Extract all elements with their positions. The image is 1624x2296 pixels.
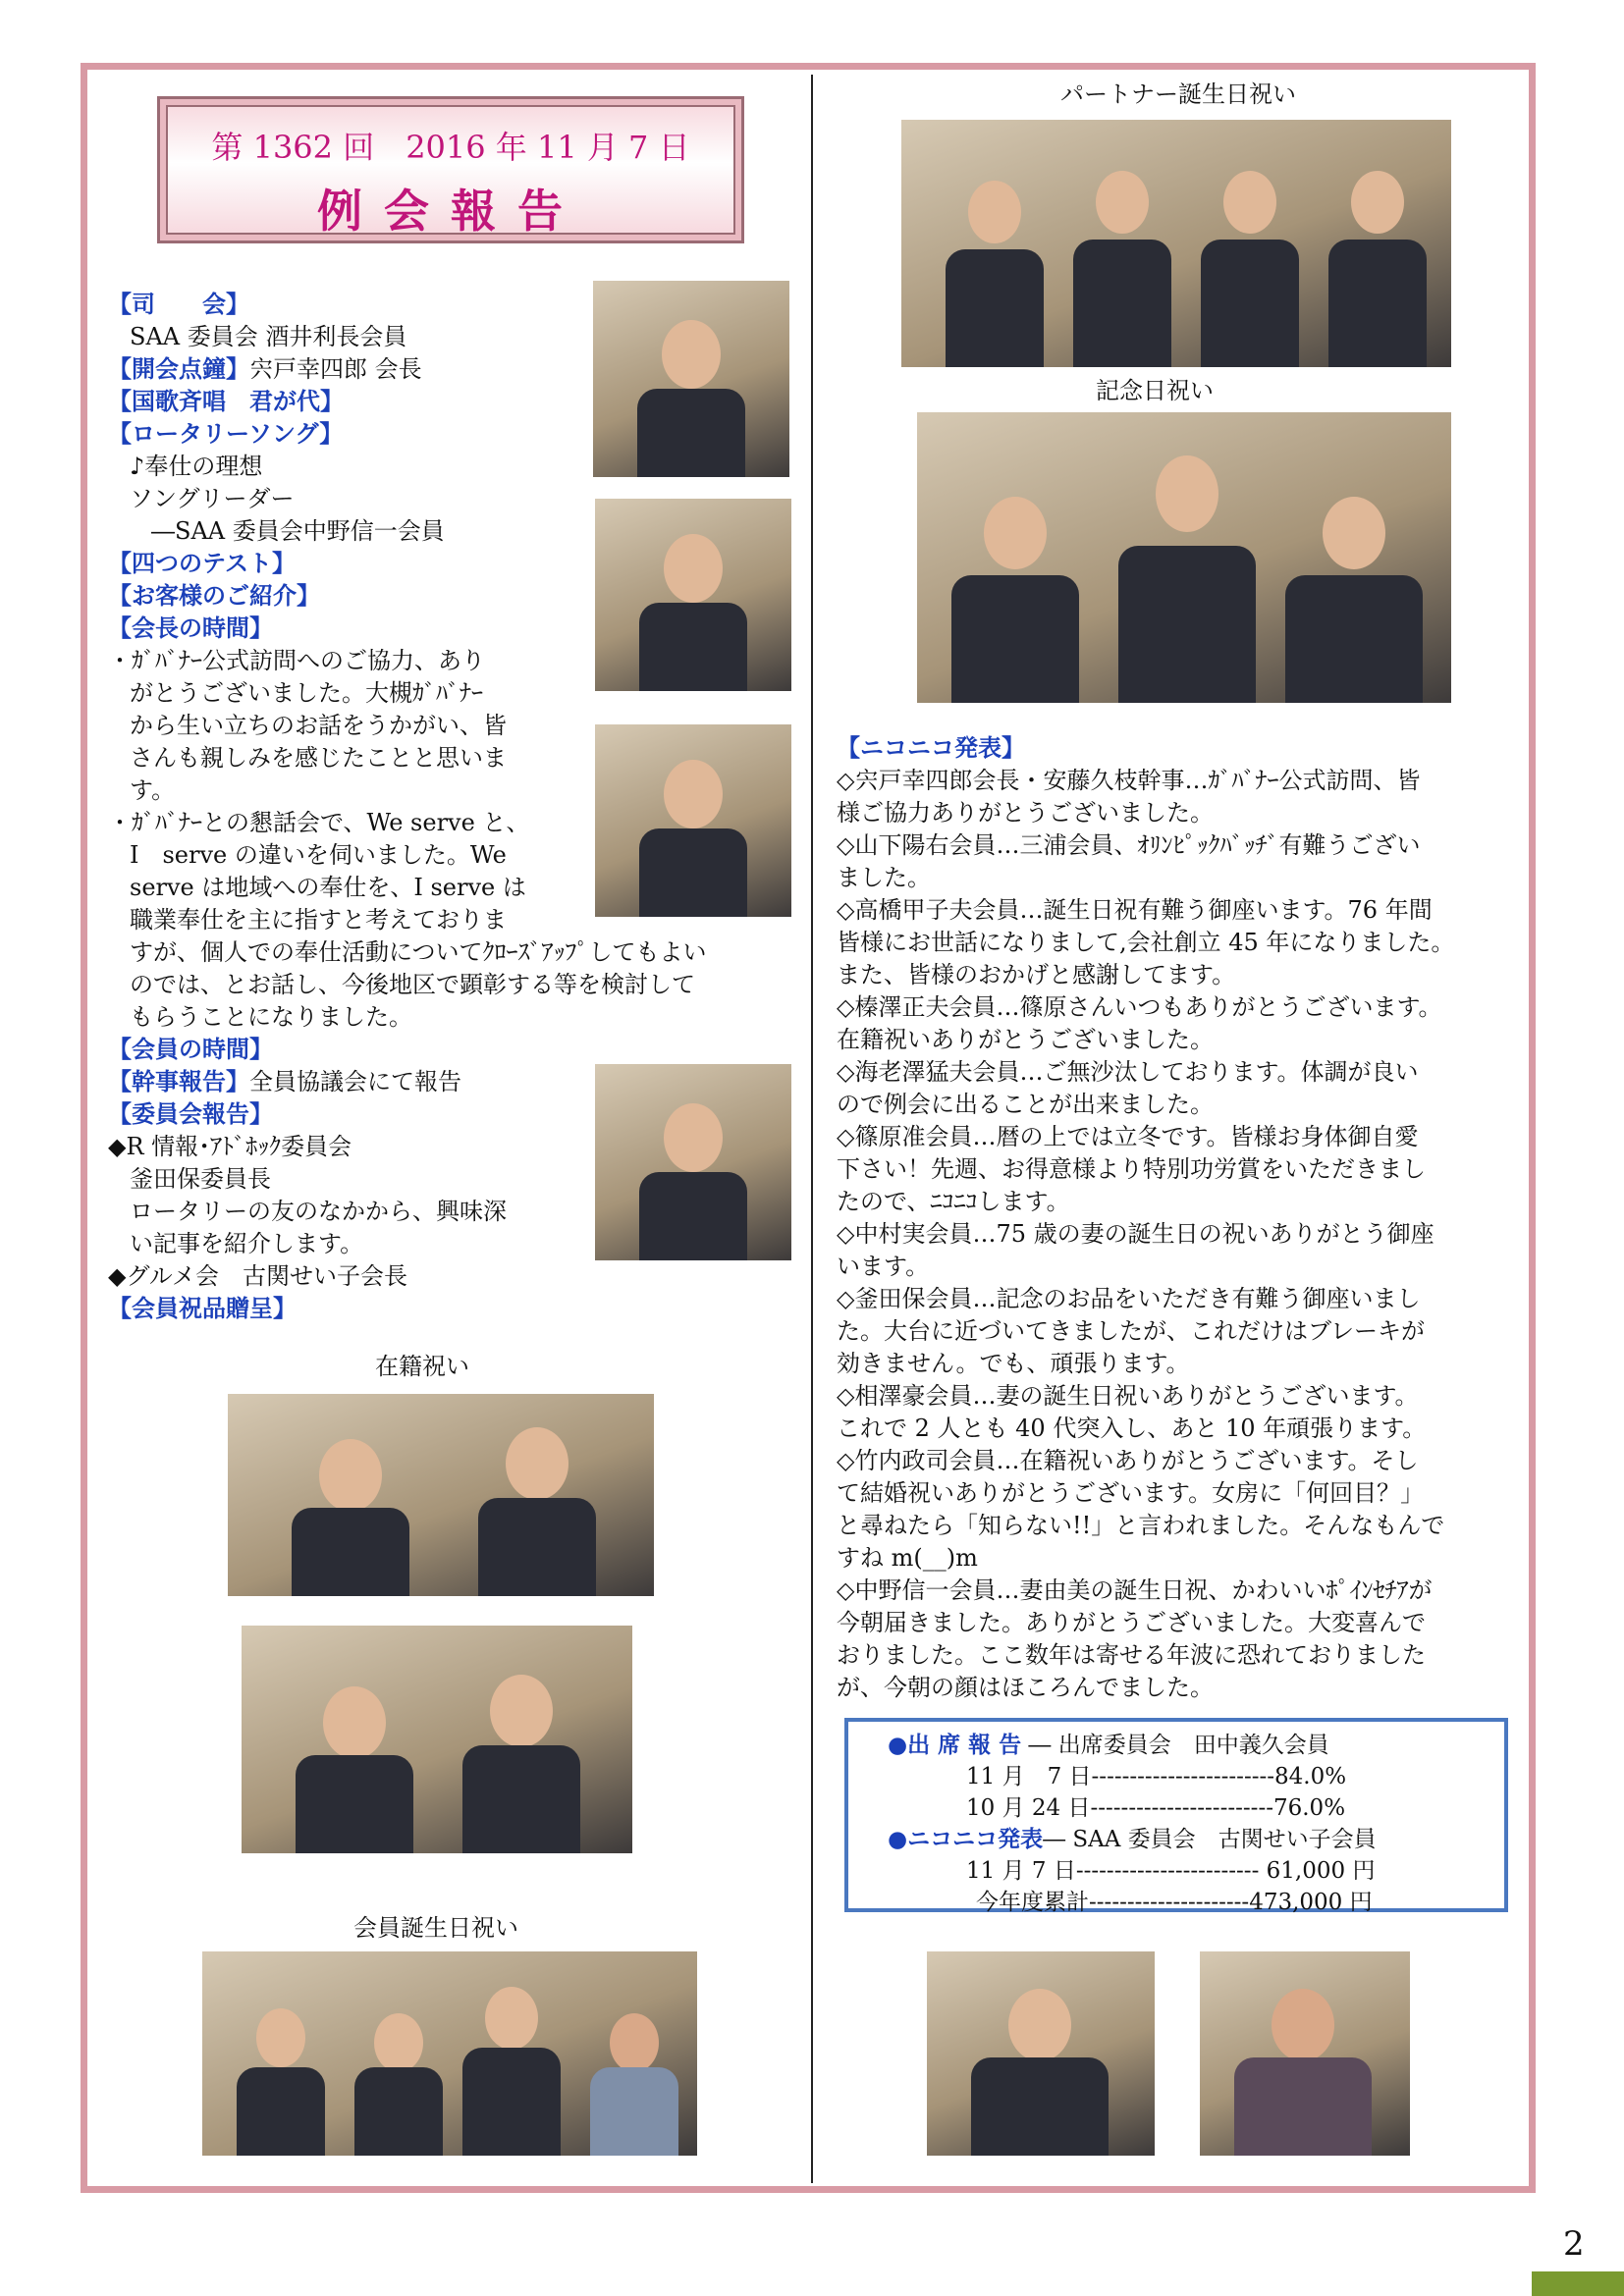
text-line: 今朝届きました。ありがとうございました。大変喜んで — [837, 1609, 1426, 1636]
photo-speaker-woman — [1200, 1951, 1410, 2156]
text-span: 全員協議会にて報告 — [249, 1068, 461, 1095]
corner-decoration — [1532, 2271, 1624, 2296]
niconico-label: ●ニコニコ発表 — [888, 1827, 1044, 1852]
text-line: ◇篠原准会員…暦の上では立冬です。皆様お身体御自愛 — [837, 1123, 1419, 1150]
attendance-header — [888, 1730, 1504, 1761]
text-line: ので例会に出ることが出来ました。 — [837, 1091, 1214, 1118]
text-line: ◇中野信一会員…妻由美の誕生日祝、かわいいﾎﾟｲﾝｾﾁｱが — [837, 1576, 1433, 1604]
text-line: さんも親しみを感じたことと思いま — [130, 744, 507, 772]
text-line: から生い立ちのお話をうかがい、皆 — [130, 712, 507, 739]
text-line: たので、ﾆｺﾆｺします。 — [837, 1188, 1070, 1215]
text-line: すね m(__)m — [837, 1544, 978, 1572]
caption-zaiseki: 在籍祝い — [375, 1353, 469, 1380]
meeting-date-title: 第 1362 回 2016 年 11 月 7 日 — [211, 129, 690, 166]
text-line: serve は地域への奉仕を、I serve は — [130, 874, 526, 901]
text-line: います。 — [837, 1253, 930, 1280]
caption-member-birthday: 会員誕生日祝い — [353, 1914, 518, 1942]
niconico-line: 今年度累計---------------------473,000 円 — [976, 1890, 1373, 1915]
text-line: ◇山下陽右会員…三浦会員、ｵﾘﾝﾋﾟｯｸﾊﾞｯﾁﾞ有難うござい — [837, 831, 1421, 859]
heading-gift-presentation: 【会員祝品贈呈】 — [108, 1295, 297, 1322]
text-line: ♪奉仕の理想 — [130, 453, 263, 480]
text-line: い記事を紹介します。 — [130, 1230, 364, 1257]
text-line: がとうございました。大槻ｶﾞﾊﾞﾅｰ — [130, 679, 483, 707]
text-line: 下さい！先週、お得意様より特別功労賞をいただきまし — [837, 1155, 1426, 1183]
text-line: 職業奉仕を主に指すと考えておりま — [130, 906, 507, 934]
photo-partner-birthday — [901, 120, 1451, 367]
heading-bell: 【開会点鐘】 — [108, 355, 249, 383]
heading-secretary-report: 【幹事報告】 — [108, 1068, 249, 1095]
text-line: ました。 — [837, 864, 931, 891]
text-line: ◆R 情報･ｱﾄﾞﾎｯｸ委員会 — [108, 1133, 352, 1160]
text-line: I serve の違いを伺いました。We — [130, 841, 507, 869]
text-line: ・ｶﾞﾊﾞﾅｰとの懇話会で、We serve と、 — [108, 809, 530, 836]
photo-zaiseki-2 — [242, 1626, 632, 1853]
text-line: す。 — [130, 776, 176, 804]
text-line: のでは、とお話し、今後地区で顕彰する等を検討して — [130, 971, 695, 998]
text-line: 在籍祝いありがとうございました。 — [837, 1026, 1214, 1053]
photo-zaiseki-1 — [228, 1394, 654, 1596]
heading-anthem: 【国歌斉唱 君が代】 — [108, 388, 344, 415]
photo-member-birthday — [202, 1951, 697, 2156]
heading-guests: 【お客様のご紹介】 — [108, 582, 320, 610]
niconico-header — [888, 1824, 1504, 1855]
text-line: 効きません。でも、頑張ります。 — [837, 1350, 1190, 1377]
text-line: おりました。ここ数年は寄せる年波に恐れておりました — [837, 1641, 1426, 1669]
text-line: ◇榛澤正夫会員…篠原さんいつもありがとうございます。 — [837, 993, 1442, 1021]
photo-anniversary — [917, 412, 1451, 703]
attendance-line: 10 月 24 日------------------------76.0% — [966, 1795, 1346, 1821]
text-line: ◇宍戸幸四郎会長・安藤久枝幹事…ｶﾞﾊﾞﾅｰ公式訪問、皆 — [837, 767, 1421, 794]
heading-president-time: 【会長の時間】 — [108, 614, 273, 642]
text-line: 皆様にお世話になりまして,会社創立 45 年になりました。 — [837, 929, 1455, 956]
right-column-text — [837, 732, 1543, 1704]
heading-four-way-test: 【四つのテスト】 — [108, 550, 297, 577]
text-line: また、皆様のおかげと感謝してます。 — [837, 961, 1236, 988]
attendance-label: ●出 席 報 告 — [888, 1733, 1022, 1758]
text-line: ロータリーの友のなかから、興味深 — [130, 1198, 507, 1225]
niconico-line: 11 月 7 日------------------------ 61,000 円 — [966, 1858, 1376, 1884]
attendance-report-box — [844, 1718, 1508, 1915]
text-line: て結婚祝いありがとうございます。女房に「何回目？」 — [837, 1479, 1425, 1507]
text-line: ・ｶﾞﾊﾞﾅｰ公式訪問へのご協力、あり — [108, 647, 485, 674]
text-line: ―SAA 委員会中野信一会員 — [151, 517, 445, 545]
text-line: ソングリーダー — [130, 485, 295, 512]
photo-chair — [593, 281, 789, 477]
heading-chair: 【司 会】 — [108, 291, 249, 318]
text-line: ◇海老澤猛夫会員…ご無沙汰しております。体調が良い — [837, 1058, 1419, 1086]
page-number: 2 — [1563, 2224, 1585, 2264]
photo-president-speech — [595, 724, 791, 917]
text-line: ◇中村実会員…75 歳の妻の誕生日の祝いありがとう御座 — [837, 1220, 1435, 1248]
text-line: ◇相澤豪会員…妻の誕生日祝いありがとうございます。 — [837, 1382, 1419, 1410]
heading-song: 【ロータリーソング】 — [108, 420, 344, 448]
text-line: ◇高橋甲子夫会員…誕生日祝有難う御座います。76 年間 — [837, 896, 1433, 924]
text-line: ◇釜田保会員…記念のお品をいただき有難う御座いまし — [837, 1285, 1421, 1312]
text-line: すが、個人での奉仕活動についてｸﾛｰｽﾞｱｯﾌﾟしてもよい — [130, 938, 707, 966]
heading-member-time: 【会員の時間】 — [108, 1036, 273, 1063]
caption-partner-birthday: パートナー誕生日祝い — [1060, 80, 1296, 108]
text-line: が、今朝の顔はほころんでました。 — [837, 1674, 1214, 1701]
text-line: と尋ねたら「知らない!!」と言われました。そんなもんで — [837, 1512, 1445, 1539]
text-line: ◆グルメ会 古関せい子会長 — [108, 1262, 408, 1290]
text-line: 釜田保委員長 — [130, 1165, 271, 1193]
heading-committee-report: 【委員会報告】 — [108, 1100, 273, 1128]
photo-speaker-man — [927, 1951, 1155, 2156]
text-line: もらうことになりました。 — [130, 1003, 412, 1031]
niconico-committee: ― SAA 委員会 古関せい子会員 — [1043, 1827, 1377, 1852]
text-span: 宍戸幸四郎 会長 — [249, 355, 422, 383]
caption-anniversary: 記念日祝い — [1096, 377, 1214, 404]
text-line: これで 2 人とも 40 代突入し、あと 10 年頑張ります。 — [837, 1415, 1427, 1442]
title-box — [157, 96, 744, 243]
column-divider — [811, 75, 813, 2183]
heading-niconico: 【ニコニコ発表】 — [837, 734, 1025, 762]
attendance-line: 11 月 7 日------------------------84.0% — [966, 1764, 1347, 1789]
report-title: 例会報告 — [317, 185, 584, 238]
text-line: 様ご協力ありがとうございました。 — [837, 799, 1214, 827]
attendance-committee: ― 出席委員会 田中義久会員 — [1028, 1733, 1329, 1758]
photo-committee-speaker — [595, 1064, 791, 1260]
text-line: ◇竹内政司会員…在籍祝いありがとうございます。そし — [837, 1447, 1419, 1474]
text-line: SAA 委員会 酒井利長会員 — [130, 323, 407, 350]
photo-president — [595, 499, 791, 691]
text-line: た。大台に近づいてきましたが、これだけはブレーキが — [837, 1317, 1426, 1345]
